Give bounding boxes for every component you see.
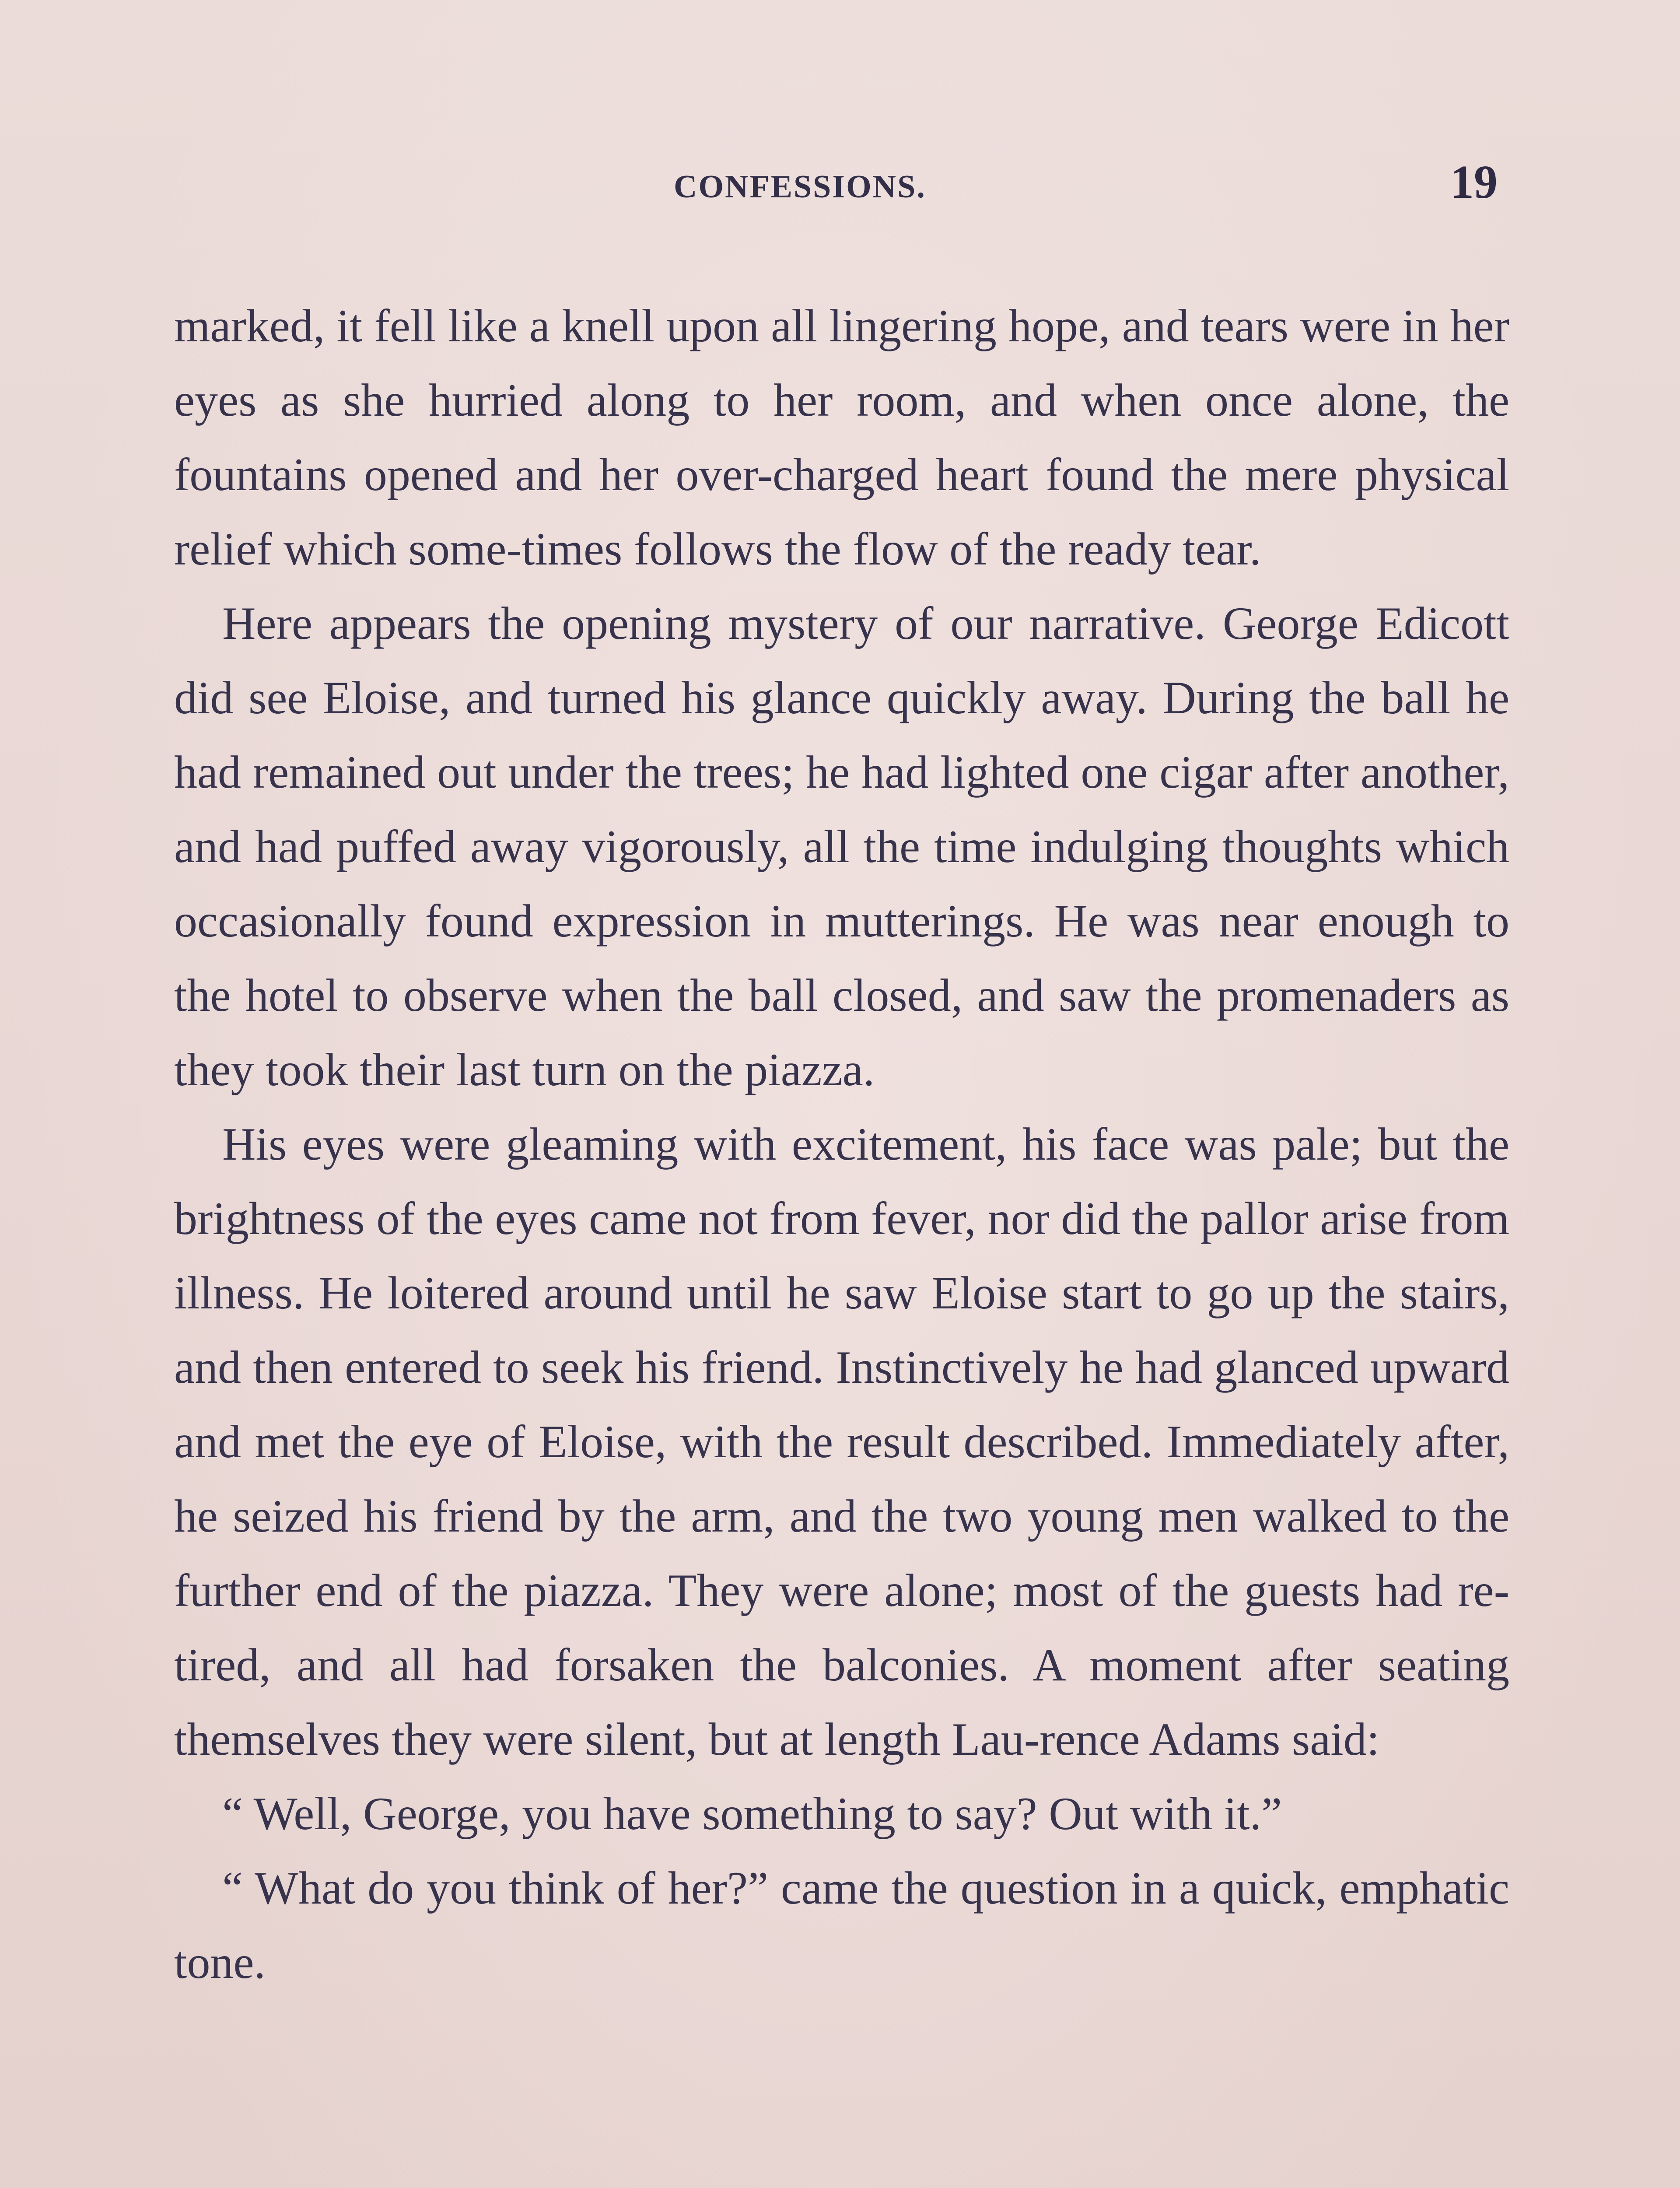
page-number: 19 (1450, 156, 1498, 208)
running-title: CONFESSIONS. (674, 169, 926, 205)
paragraph-4: “ Well, George, you have something to say? Out with it.” (222, 1788, 1282, 1839)
running-head (0, 155, 1680, 217)
paragraph-1: marked, it fell like a knell upon all lingering hope, and tears were in her eyes as she hurried along to her room, and when once alone, the fountains opened and her over-charged heart found the mere physical relief which some-times follows the flow of the ready tear. (174, 300, 1509, 575)
paragraph-5: “ What do you think of her?” came the question in a quick, emphatic tone. (174, 1862, 1509, 1988)
paragraph-2: Here appears the opening mystery of our narrative. George Edicott did see Eloise, and turned his glance quickly away. During the ball he had remained out under the trees; he had lighted one cigar after another, and had puffed away vigorously, all the time indulging thoughts which occasionally found expression in mutterings. He was near enough to the hotel to observe when the ball closed, and saw the promenaders as they took their last turn on the piazza. (174, 598, 1509, 1095)
paragraph-3: His eyes were gleaming with excitement, his face was pale; but the brightness of the eyes came not from fever, nor did the pallor arise from illness. He loitered around until he saw Eloise start to go up the stairs, and then entered to seek his friend. Instinctively he had glanced upward and met the eye of Eloise, with the result described. Immediately after, he seized his friend by the arm, and the two young men walked to the further end of the piazza. They were alone; most of the guests had re-tired, and all had forsaken the balconies. A moment after seating themselves they were silent, but at length Lau-rence Adams said: (174, 1119, 1509, 1765)
body-text (174, 289, 1509, 2000)
